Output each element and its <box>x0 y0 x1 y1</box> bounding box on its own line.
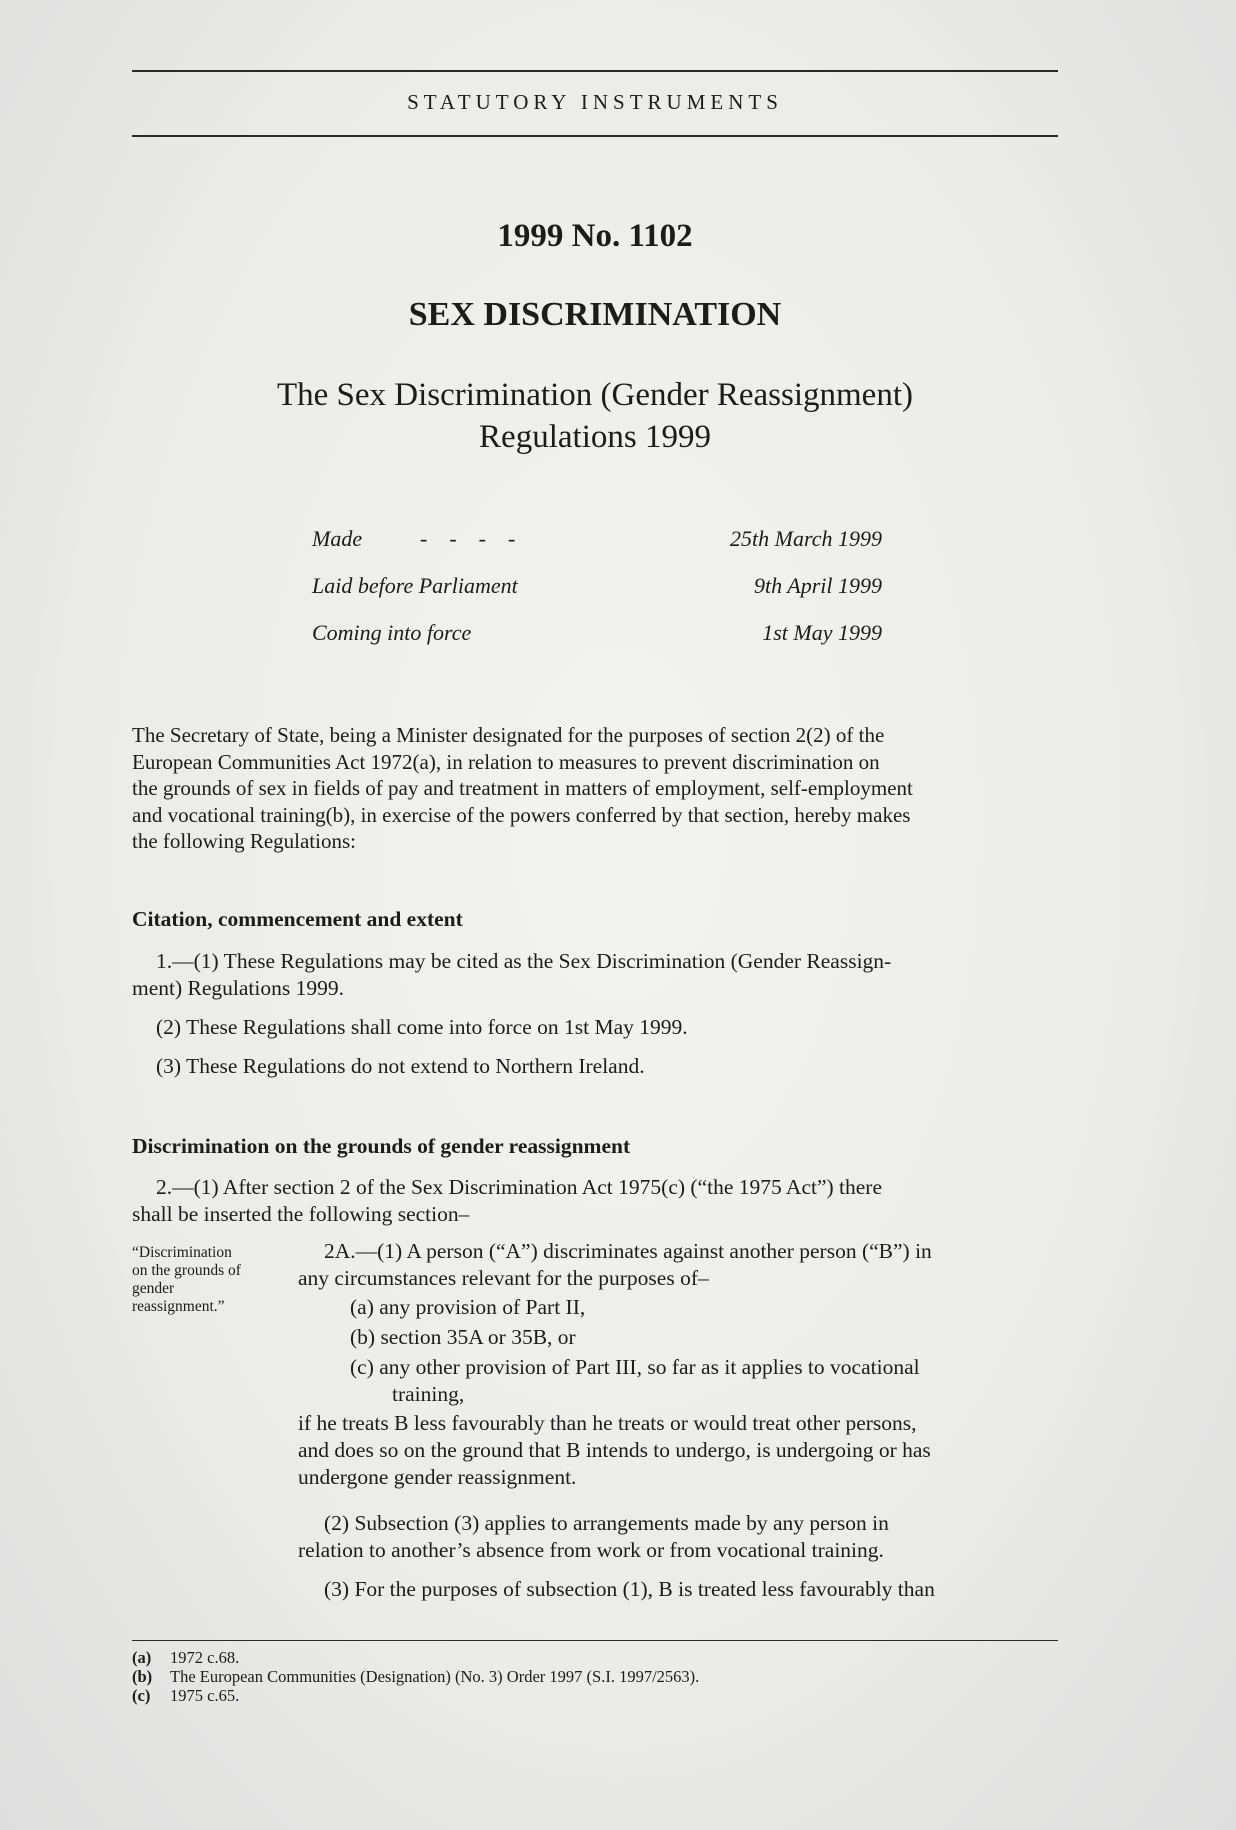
s2a-tail <box>298 1410 931 1491</box>
footnote-text: 1972 c.68. <box>170 1648 240 1667</box>
date-value: 25th March 1999 <box>730 526 882 551</box>
reg1-para1 <box>156 948 891 975</box>
date-value: 9th April 1999 <box>754 573 882 598</box>
instrument-subject: SEX DISCRIMINATION <box>408 296 782 333</box>
section-heading-citation: Citation, commencement and extent <box>132 907 463 931</box>
s2a-sub2-cont: relation to another’s absence from work or from vocational training. <box>298 1538 884 1562</box>
date-label: Coming into force <box>312 620 472 645</box>
footnote-mark: (b) <box>132 1667 153 1686</box>
reg1-para2: (2) These Regulations shall come into force on 1st May 1999. <box>156 1015 688 1039</box>
sidenote-line: reassignment.” <box>132 1298 225 1315</box>
footnote <box>132 1648 239 1667</box>
preamble-line: the grounds of sex in fields of pay and treatment in matters of employment, self-employment <box>132 776 913 800</box>
s2a-tail-line: undergone gender reassignment. <box>298 1465 577 1489</box>
preamble-line: The Secretary of State, being a Minister designated for the purposes of section 2(2) of the <box>132 723 885 747</box>
sidenote <box>132 1244 272 1316</box>
date-value: 1st May 1999 <box>762 620 882 645</box>
s2a-tail-line: and does so on the ground that B intends to undergo, is undergoing or has <box>298 1438 931 1462</box>
preamble-line: the following Regulations: <box>132 829 356 853</box>
header-bottom-rule <box>132 135 1058 137</box>
reg2-para1-cont: shall be inserted the following section– <box>132 1202 470 1226</box>
date-label: Laid before Parliament <box>312 573 518 598</box>
section-heading-gender-reassignment: Discrimination on the grounds of gender reassignment <box>132 1134 631 1158</box>
footnote-text: The European Communities (Designation) (No. 3) Order 1997 (S.I. 1997/2563). <box>170 1667 700 1686</box>
sidenote-line: on the grounds of <box>132 1262 241 1279</box>
para-line: 1.—(1) These Regulations may be cited as the Sex Discrimination (Gender Reassign- <box>156 949 892 973</box>
reg2-para1: 2.—(1) After section 2 of the Sex Discrimination Act 1975(c) (“the 1975 Act”) there <box>156 1175 883 1199</box>
date-row-coming-into-force <box>312 620 882 667</box>
sidenote-line: “Discrimination <box>132 1244 232 1261</box>
preamble-line: European Communities Act 1972(a), in relation to measures to prevent discrimination on <box>132 749 880 774</box>
s2a-sub3: (3) For the purposes of subsection (1), B is treated less favourably than <box>324 1577 935 1601</box>
dates-block <box>312 526 882 667</box>
footnote <box>132 1667 699 1686</box>
s2a-item-b: (b) section 35A or 35B, or <box>350 1325 576 1349</box>
preamble <box>132 722 1058 855</box>
s2a-item-c-cont: training, <box>392 1382 465 1406</box>
preamble-line: and vocational training(b), in exercise of the powers conferred by that section, hereby makes <box>132 802 911 827</box>
title-line: The Sex Discrimination (Gender Reassignment) <box>276 377 913 413</box>
reg1-para3: (3) These Regulations do not extend to Northern Ireland. <box>156 1054 645 1078</box>
s2a-tail-line: if he treats B less favourably than he treats or would treat other persons, <box>298 1411 917 1435</box>
s2a-item-a: (a) any provision of Part II, <box>350 1295 586 1319</box>
footnote-mark: (c) <box>132 1686 151 1705</box>
s2a-item-c: (c) any other provision of Part III, so far as it applies to vocational <box>350 1355 920 1379</box>
footnote-mark: (a) <box>132 1648 152 1667</box>
series-header: STATUTORY INSTRUMENTS <box>407 90 783 114</box>
date-dashes: - - - - <box>420 526 516 551</box>
footnote <box>132 1686 239 1705</box>
footnote-text: 1975 c.65. <box>170 1686 240 1705</box>
sidenote-line: gender <box>132 1280 175 1297</box>
s2a-line: any circumstances relevant for the purposes of– <box>298 1266 709 1290</box>
s2a-line: 2A.—(1) A person (“A”) discriminates against another person (“B”) in <box>324 1239 932 1263</box>
instrument-number: 1999 No. 1102 <box>497 218 693 254</box>
date-row-laid <box>312 573 882 620</box>
instrument-title <box>132 374 1058 458</box>
header-top-rule <box>132 70 1058 72</box>
s2a-sub2: (2) Subsection (3) applies to arrangements made by any person in <box>324 1511 889 1535</box>
footnote-rule <box>132 1640 1058 1641</box>
date-label: Made <box>312 526 363 551</box>
title-line: Regulations 1999 <box>479 419 711 455</box>
date-row-made <box>312 526 882 573</box>
reg1-para1-cont: ment) Regulations 1999. <box>132 976 344 1000</box>
